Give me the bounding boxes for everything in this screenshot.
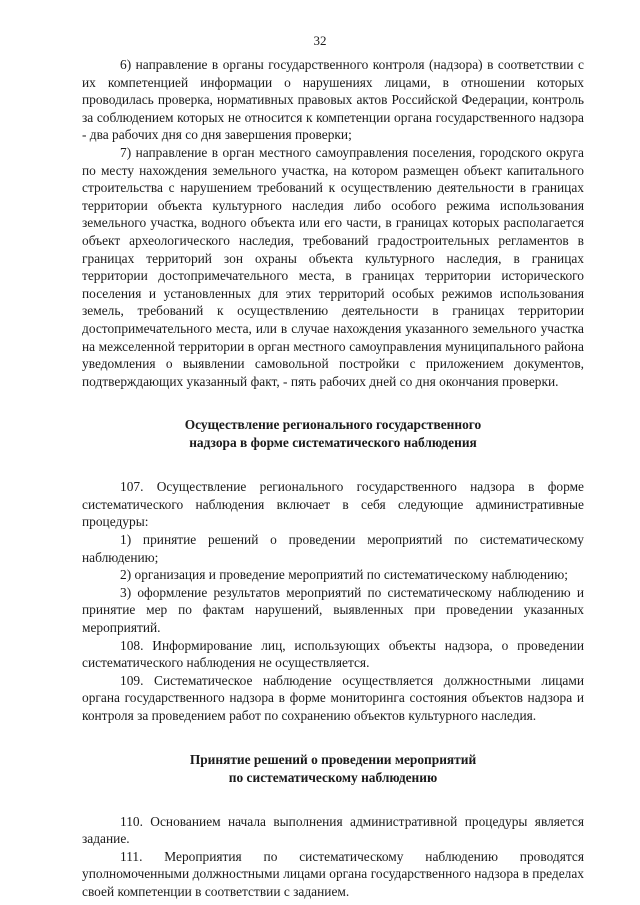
paragraph-110: 110. Основанием начала выполнения административной процедуры является задание. xyxy=(82,813,584,847)
paragraph-107-item-2: 2) организация и проведение мероприятий по систематическому наблюдению; xyxy=(120,567,568,583)
document-body xyxy=(82,56,584,901)
paragraph-107-item-3: 3) оформление результатов мероприятий по систематическому наблюдению и принятие мер по фактам нарушений, выявленных при проведении указанных мероприятий. xyxy=(82,584,584,636)
section-heading-line: надзора в форме систематического наблюдения xyxy=(189,435,477,451)
paragraph-109: 109. Систематическое наблюдение осуществляется должностными лицами органа государственного надзора в форме мониторинга состояния объектов надзора и контроля за проведением работ по сохранению объектов культурного наследия. xyxy=(82,672,584,723)
paragraph-108: 108. Информирование лиц, использующих объекты надзора, о проведении систематического наблюдения не осуществляется. xyxy=(82,637,584,671)
section-heading-line: по систематическому наблюдению xyxy=(228,769,438,785)
page-number: 32 xyxy=(313,33,327,48)
section-heading-decision-making xyxy=(82,751,584,787)
paragraph-item-7: 7) направление в орган местного самоуправления поселения, городского округа по месту нахождения земельного участка, на котором размещен объект капитального строительства с нарушением требований к осуществлению деятельности в границах территории объекта культурного наследия либо особого режима использования земельного участка, водного объекта или его части, в границах которых располагается объект археологического наследия, требований градостроительных регламентов в границах территорий зон охраны объекта культурного наследия, в границах территории достопримечательного места, в границах территории исторического поселения и установленных для этих территорий особых режимов использования земель, требований к осуществлению деятельности в границах территории достопримечательного места, или в случае нахождения указанного земельного участка на межселенной территории в орган местного самоуправления муниципального района уведомления о выявлении самовольной постройки с приложением документов, подтверждающих указанный факт, - пять рабочих дней со дня окончания проверки. xyxy=(82,144,584,389)
section-heading-systematic-observation xyxy=(82,416,584,452)
paragraph-item-6: 6) направление в органы государственного контроля (надзора) в соответствии с их компетенцией информации о нарушениях лицами, в отношении которых проводилась проверка, нормативных правовых актов Российской Федерации, контроль за соблюдением которых не относится к компетенции органа государственного надзора - два рабочих дня со дня завершения проверки; xyxy=(82,57,584,143)
paragraph-107: 107. Осуществление регионального государственного надзора в форме систематического наблюдения включает в себя следующие административные процедуры: xyxy=(82,479,584,530)
section-heading-line: Принятие решений о проведении мероприятий xyxy=(189,751,477,767)
paragraph-107-item-1: 1) принятие решений о проведении мероприятий по систематическому наблюдению; xyxy=(82,532,584,565)
section-heading-line: Осуществление регионального государственного xyxy=(184,417,482,433)
paragraph-111: 111. Мероприятия по систематическому наблюдению проводятся уполномоченными должностными лицами органа государственного надзора в пределах своей компетенции в соответствии с заданием. xyxy=(82,848,584,899)
